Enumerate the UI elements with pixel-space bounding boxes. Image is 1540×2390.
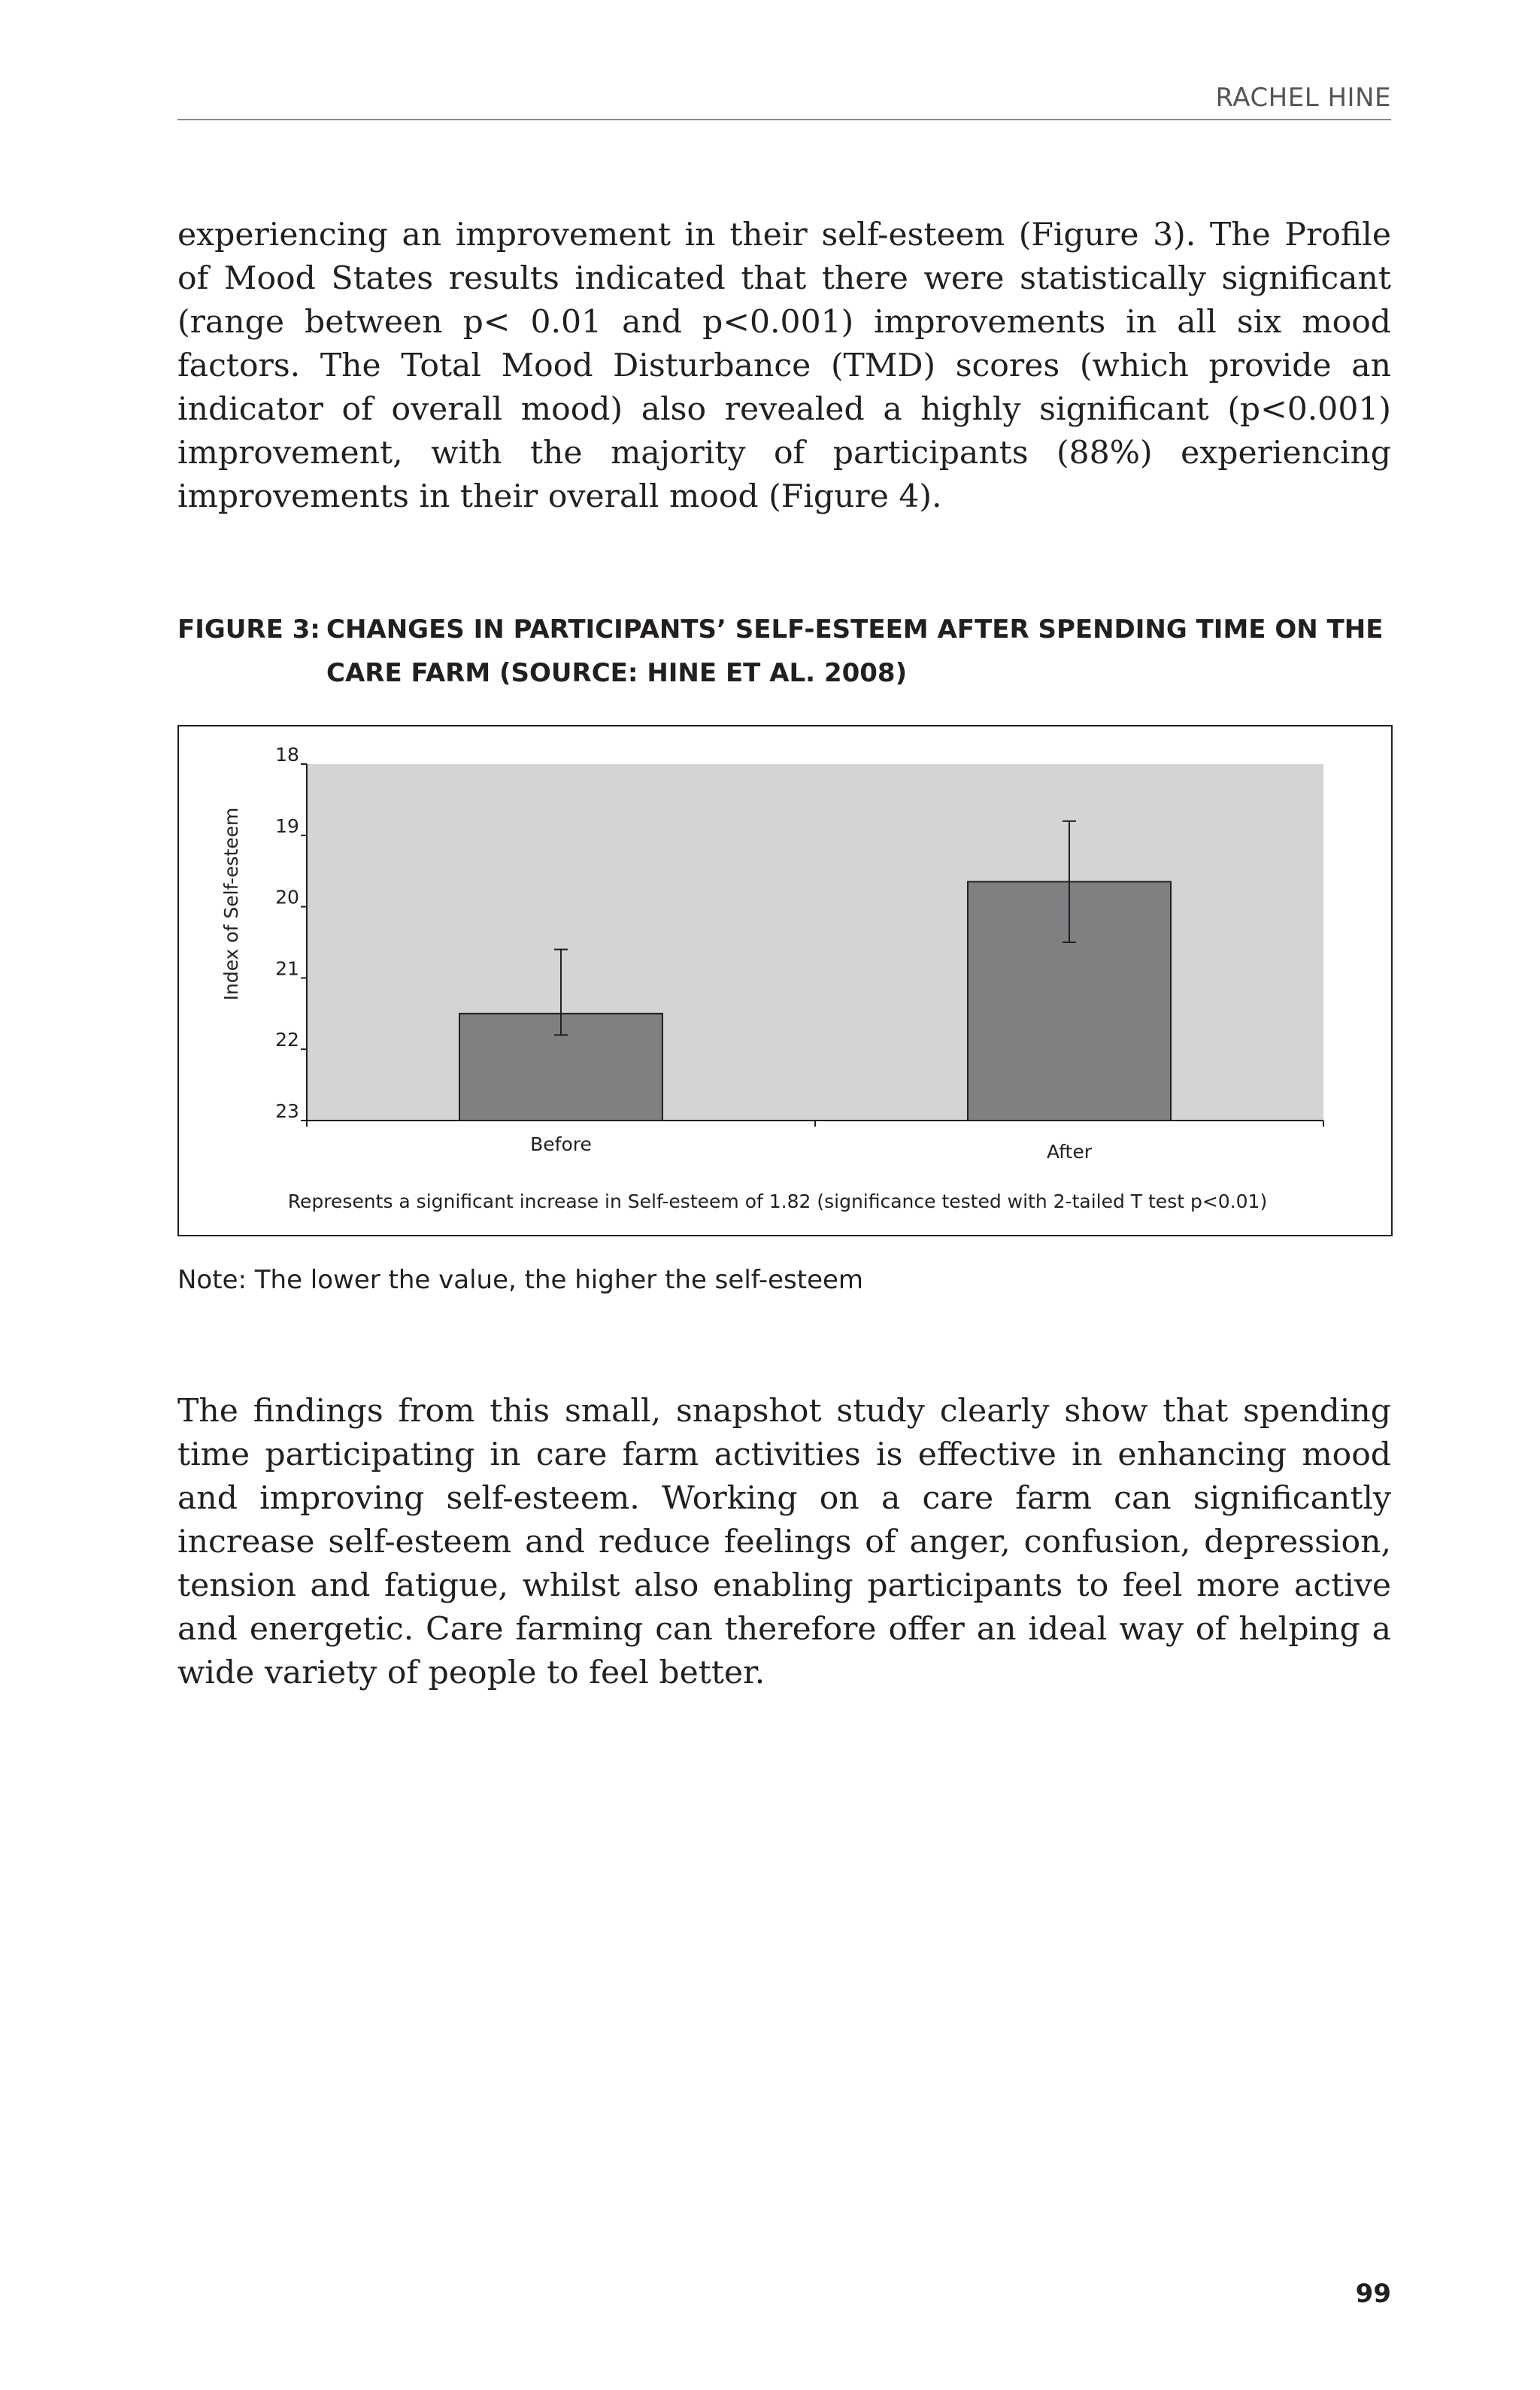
x-tick-label: Before xyxy=(530,1133,592,1155)
running-head: RACHEL HINE xyxy=(1215,83,1391,113)
y-tick-label: 18 xyxy=(275,744,299,766)
x-tick-label: After xyxy=(1046,1141,1093,1163)
header-rule xyxy=(177,119,1391,120)
figure-note: Note: The lower the value, the higher the self-esteem xyxy=(177,1265,864,1295)
y-tick-label: 21 xyxy=(275,957,299,980)
figure-label: FIGURE 3: xyxy=(177,614,320,645)
page-number: 99 xyxy=(1355,2279,1391,2309)
figure-title: CHANGES IN PARTICIPANTS’ SELF-ESTEEM AFTER SPENDING TIME ON THE CARE FARM (SOURCE: HINE ET AL. 2008) xyxy=(326,614,1384,688)
y-tick-label: 20 xyxy=(275,886,299,908)
y-tick-label: 22 xyxy=(275,1029,299,1051)
self-esteem-bar-chart xyxy=(179,726,1391,1235)
body-paragraph-conclusion: The findings from this small, snapshot study clearly show that spending time participating in care farm activities is effective in enhancing mood and improving self-esteem. Working on a care farm can significantly increase self-esteem and reduce feelings of anger, confusion, depression, tension and fatigue, whilst also enabling participants to feel more active and energetic. Care farming can therefore offer an ideal way of helping a wide variety of people to feel better. xyxy=(177,1393,1391,1691)
y-tick-label: 23 xyxy=(275,1100,299,1122)
body-paragraph-intro: experiencing an improvement in their self-esteem (Figure 3). The Profile of Mood States results indicated that there were statistically significant (range between p< 0.01 and p<0.001) improvements in all six mood factors. The Total Mood Disturbance (TMD) scores (which provide an indicator of overall mood) also revealed a highly significant (p<0.001) improvement, with the majority of participants (88%) experiencing improvements in their overall mood (Figure 4). xyxy=(177,217,1391,515)
figure-chart-frame xyxy=(177,725,1393,1236)
chart-annotation: Represents a significant increase in Self-esteem of 1.82 (significance tested with 2-tailed T test p<0.01) xyxy=(287,1190,1268,1212)
y-tick-label: 19 xyxy=(275,814,299,837)
y-axis-title: Index of Self-esteem xyxy=(220,807,242,1001)
